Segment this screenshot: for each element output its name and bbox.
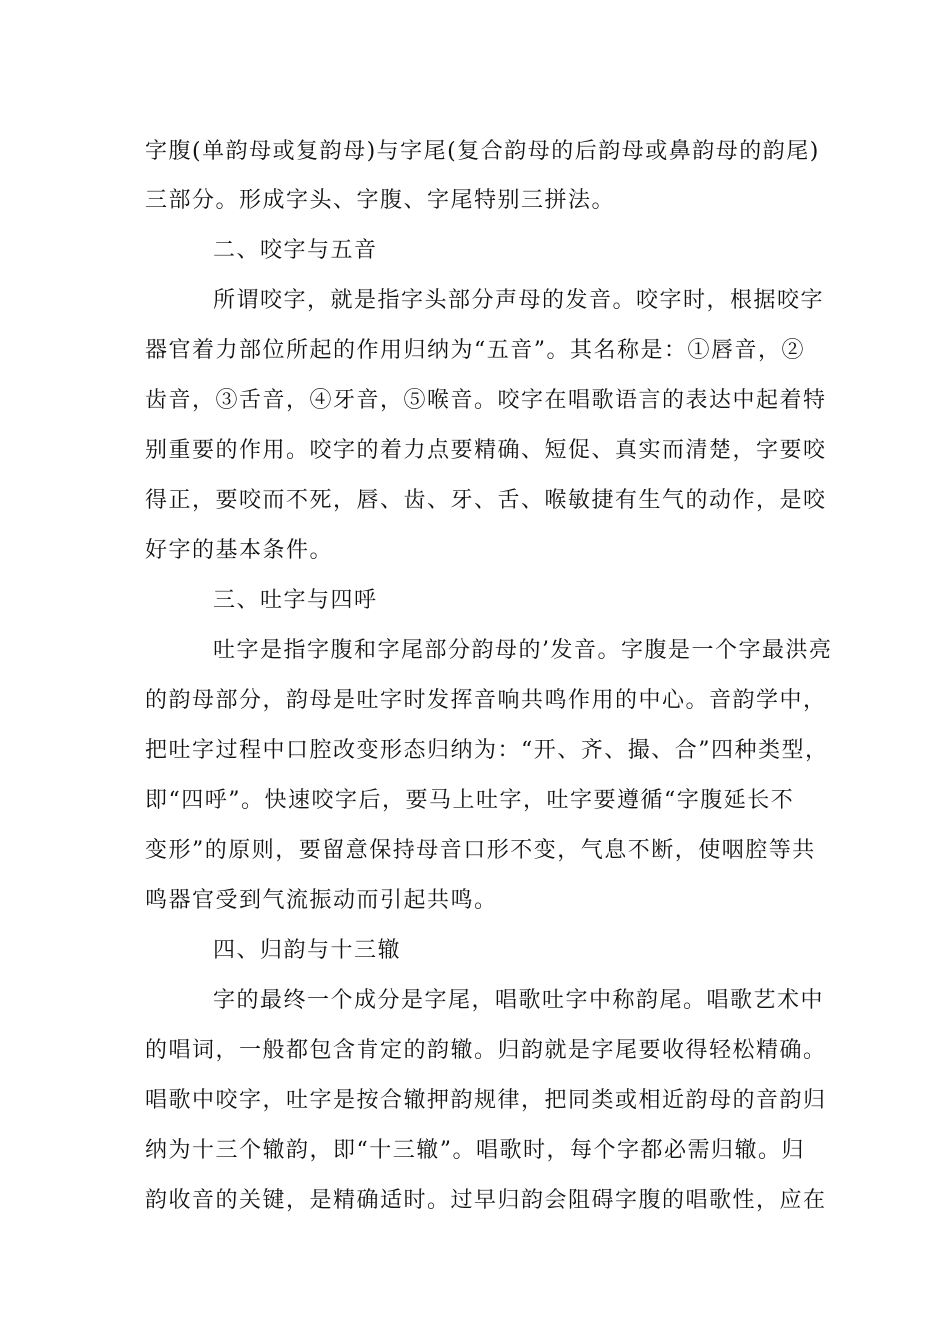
text-line: 的韵母部分，韵母是吐字时发挥音响共鸣作用的中心。音韵学中， [145, 688, 827, 713]
text-line: 的唱词，一般都包含肯定的韵辙。归韵就是字尾要收得轻松精确。 [145, 1038, 827, 1063]
text-line: 字腹(单韵母或复韵母)与字尾(复合韵母的后韵母或鼻韵母的韵尾) [145, 139, 820, 164]
text-line: 即“四呼”。快速咬字后，要马上吐字，吐字要遵循“字腹延长不 [145, 788, 795, 813]
text-line: 得正，要咬而不死，唇、齿、牙、舌、喉敏捷有生气的动作，是咬 [145, 488, 827, 513]
text-line: 把吐字过程中口腔改变形态归纳为：“开、齐、撮、合”四种类型， [145, 738, 829, 763]
text-line: 纳为十三个辙韵，即“十三辙”。唱歌时，每个字都必需归辙。归 [145, 1138, 805, 1163]
text-line: 所谓咬字，就是指字头部分声母的发音。咬字时，根据咬字 [213, 288, 825, 313]
text-line: 器官着力部位所起的作用归纳为“五音”。其名称是：①唇音，② [145, 338, 805, 363]
text-line: 字的最终一个成分是字尾，唱歌吐字中称韵尾。唱歌艺术中 [213, 988, 825, 1013]
text-line: 吐字是指字腹和字尾部分韵母的’发音。字腹是一个字最洪亮 [213, 638, 833, 663]
text-line: 鸣器官受到气流振动而引起共鸣。 [145, 888, 498, 913]
text-line: 别重要的作用。咬字的着力点要精确、短促、真实而清楚，字要咬 [145, 438, 827, 463]
text-line: 三部分。形成字头、字腹、字尾特别三拼法。 [145, 188, 616, 213]
text-line: 变形”的原则，要留意保持母音口形不变，气息不断，使咽腔等共 [145, 838, 816, 863]
text-line: 好字的基本条件。 [145, 538, 334, 563]
text-line: 齿音，③舌音，④牙音，⑤喉音。咬字在唱歌语言的表达中起着特 [145, 388, 827, 413]
text-line: 韵收音的关键，是精确适时。过早归韵会阻碍字腹的唱歌性，应在 [145, 1188, 827, 1213]
section-heading: 三、吐字与四呼 [213, 588, 378, 613]
section-heading: 四、归韵与十三辙 [213, 938, 402, 963]
section-heading: 二、咬字与五音 [213, 238, 378, 263]
text-line: 唱歌中咬字，吐字是按合辙押韵规律，把同类或相近韵母的音韵归 [145, 1088, 827, 1113]
